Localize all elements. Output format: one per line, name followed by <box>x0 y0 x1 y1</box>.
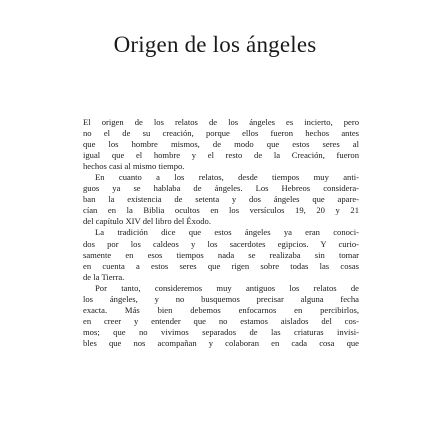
text-line: en creer y entender que no estamos aislados del cos- <box>83 315 359 326</box>
text-line: ban la existencia de setenta y dos ángeles que apare- <box>83 194 359 205</box>
text-line: mos; que no vivimos separados de las criaturas invisi- <box>83 326 359 337</box>
text-line: exacta. Más bien debemos enfocarnos en percibirlos, <box>83 304 359 315</box>
text-line: de la Tierra. <box>83 271 125 282</box>
text-line: bles que nos acompañan y colaboran en cada cosa que <box>83 337 359 348</box>
text-line: no el de su creación, porque ellos fueron hechos antes <box>83 128 359 139</box>
text-line: dos por los caldeos y los sacerdotes egipcios. Y curio- <box>83 238 359 249</box>
text-line: Por tanto, consideremos muy antiguos los relatos de <box>95 282 359 293</box>
text-line: En cuanto a los relatos, desde tiempos muy anti- <box>95 172 359 183</box>
text-line: samente en esos tiempos nada se realizaba sin tomar <box>83 249 359 260</box>
page-title: Origen de los ángeles <box>113 32 317 57</box>
text-line: La tradición dice que estos ángeles ya eran conoci- <box>95 227 359 238</box>
text-line: El origen de los relatos de los ángeles es incierto, pero <box>83 117 359 127</box>
text-line: que los hombre mismos, de modo que estos seres al <box>83 139 359 150</box>
text-line: los ángeles, y no busquemos precisar alguna fecha <box>83 293 359 304</box>
text-line: igual que el hombre y el resto de la Creación, fueron <box>83 150 359 161</box>
text-line: guos ya se hablaba de ángeles. Los Hebreos considera- <box>83 183 359 194</box>
text-line: del capítulo XIV del libro del Éxodo. <box>83 216 212 227</box>
body-text <box>83 117 359 349</box>
text-line: hechos casi al mismo tiempo. <box>83 161 185 172</box>
text-line: en cuenta a estos seres que rigen sobre todas las cosas <box>83 260 359 271</box>
text-line: cían en la Biblia ocultos en los versículos 19, 20 y 21 <box>83 205 359 216</box>
